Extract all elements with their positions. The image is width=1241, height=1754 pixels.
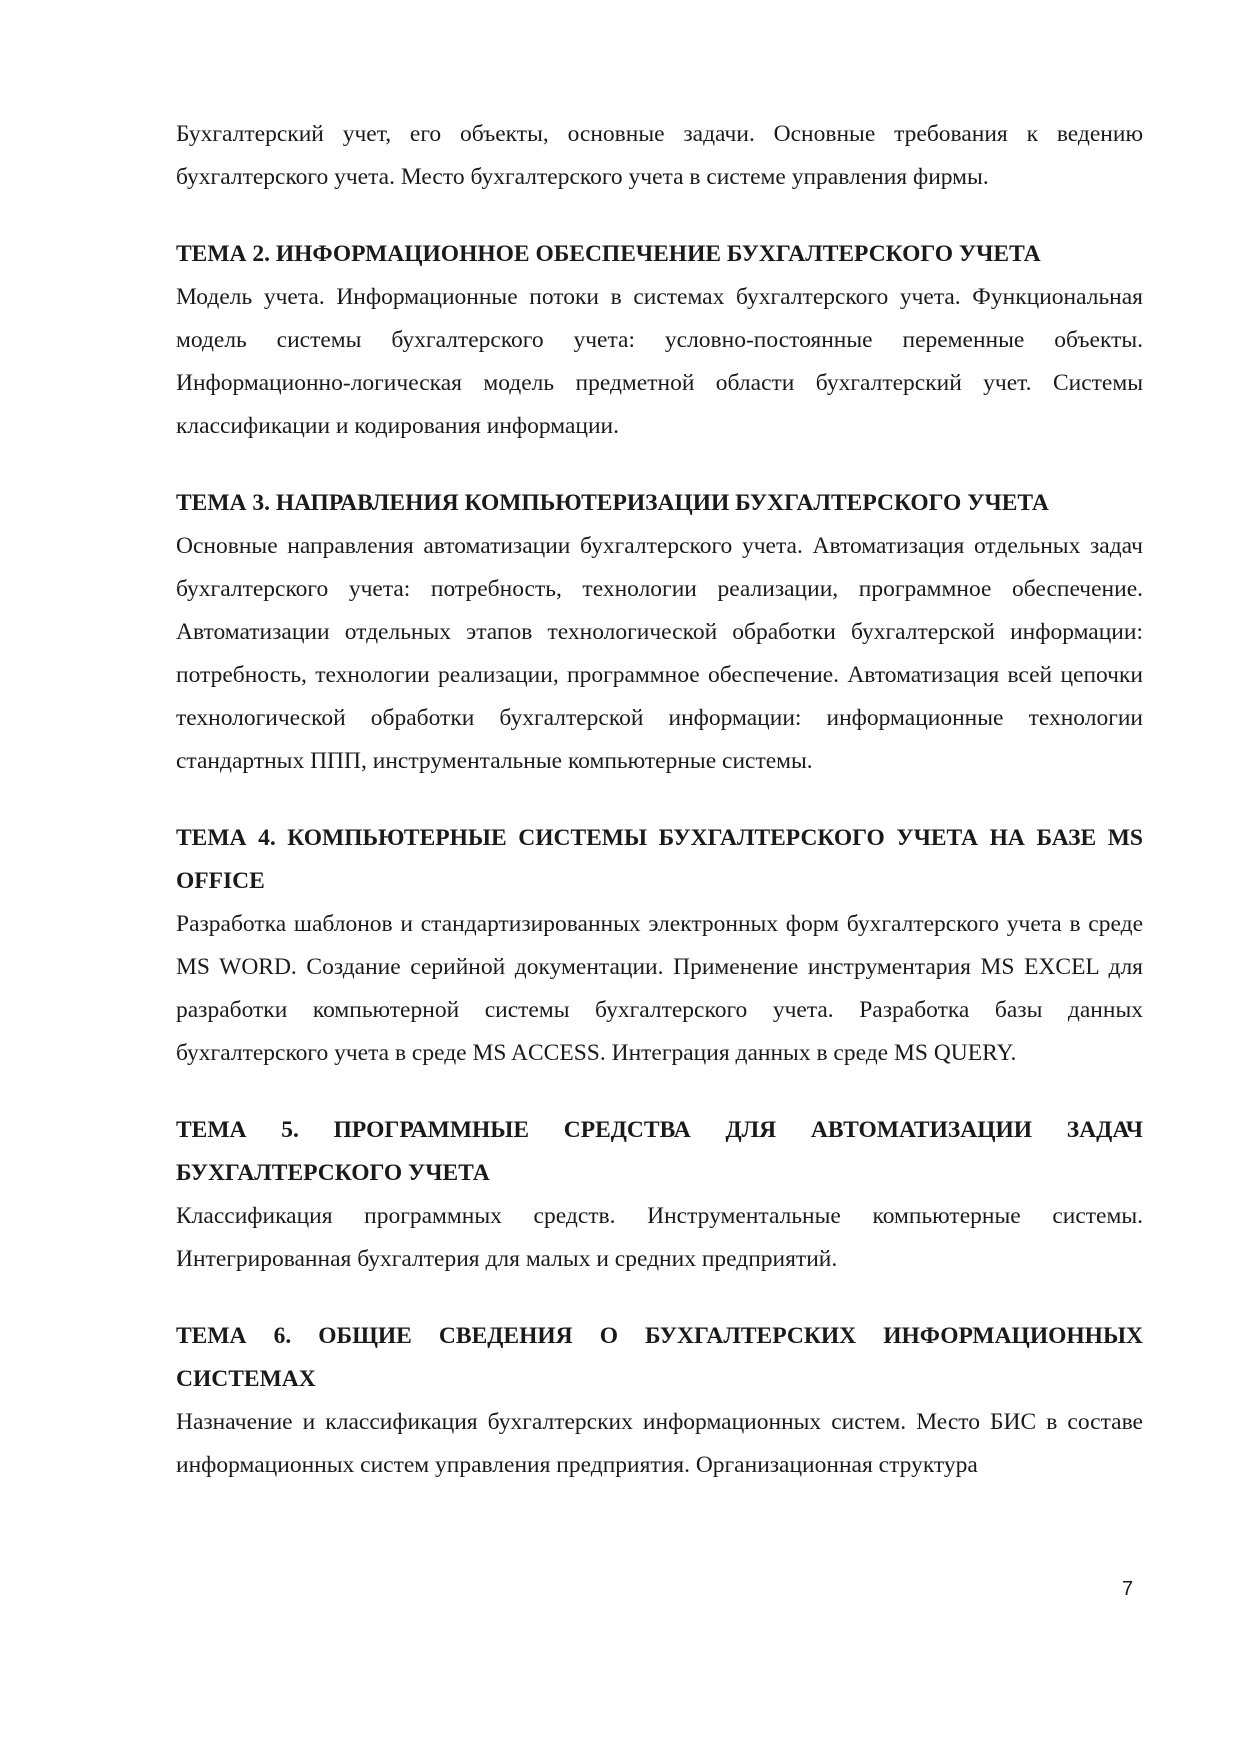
section-body: Модель учета. Информационные потоки в системах бухгалтерского учета. Функциональная модель системы бухгалтерского учета: условно-постоянные переменные объекты. Информационно-логическая модель предметной области бухгалтерский учет. Системы классификации и кодирования информации.: [176, 284, 1143, 439]
section-tema-4: [176, 817, 1143, 1075]
section-tema-6: [176, 1315, 1143, 1487]
section-heading: ТЕМА 4. КОМПЬЮТЕРНЫЕ СИСТЕМЫ БУХГАЛТЕРСКОГО УЧЕТА НА БАЗЕ MS OFFICE: [176, 825, 1143, 894]
page-number: 7: [1122, 1578, 1134, 1600]
section-body: Назначение и классификация бухгалтерских информационных систем. Место БИС в составе информационных систем управления предприятия. Организационная структура: [176, 1409, 1143, 1478]
document-body: [176, 113, 1143, 1487]
section-tema-5: [176, 1109, 1143, 1281]
intro-paragraph: Бухгалтерский учет, его объекты, основные задачи. Основные требования к ведению бухгалтерского учета. Место бухгалтерского учета в системе управления фирмы.: [176, 121, 1143, 190]
section-heading: ТЕМА 3. НАПРАВЛЕНИЯ КОМПЬЮТЕРИЗАЦИИ БУХГАЛТЕРСКОГО УЧЕТА: [176, 490, 1049, 516]
section-body: Основные направления автоматизации бухгалтерского учета. Автоматизация отдельных задач бухгалтерского учета: потребность, технологии реализации, программное обеспечение. Автоматизации отдельных этапов технологической обработки бухгалтерской информации: потребность, технологии реализации, программное обеспечение. Автоматизация всей цепочки технологической обработки бухгалтерской информации: информационные технологии стандартных ППП, инструментальные компьютерные системы.: [176, 533, 1143, 774]
section-tema-2: [176, 233, 1143, 448]
section-body: Классификация программных средств. Инструментальные компьютерные системы. Интегрированная бухгалтерия для малых и средних предприятий.: [176, 1203, 1143, 1272]
section-heading: ТЕМА 6. ОБЩИЕ СВЕДЕНИЯ О БУХГАЛТЕРСКИХ ИНФОРМАЦИОННЫХ СИСТЕМАХ: [176, 1323, 1143, 1392]
section-heading: ТЕМА 2. ИНФОРМАЦИОННОЕ ОБЕСПЕЧЕНИЕ БУХГАЛТЕРСКОГО УЧЕТА: [176, 241, 1041, 267]
section-tema-3: [176, 482, 1143, 783]
section-body: Разработка шаблонов и стандартизированных электронных форм бухгалтерского учета в среде MS WORD. Создание серийной документации. Применение инструментария MS EXCEL для разработки компьютерной системы бухгалтерского учета. Разработка базы данных бухгалтерского учета в среде MS ACCESS. Интеграция данных в среде MS QUERY.: [176, 911, 1143, 1066]
section-heading: ТЕМА 5. ПРОГРАММНЫЕ СРЕДСТВА ДЛЯ АВТОМАТИЗАЦИИ ЗАДАЧ БУХГАЛТЕРСКОГО УЧЕТА: [176, 1117, 1143, 1186]
